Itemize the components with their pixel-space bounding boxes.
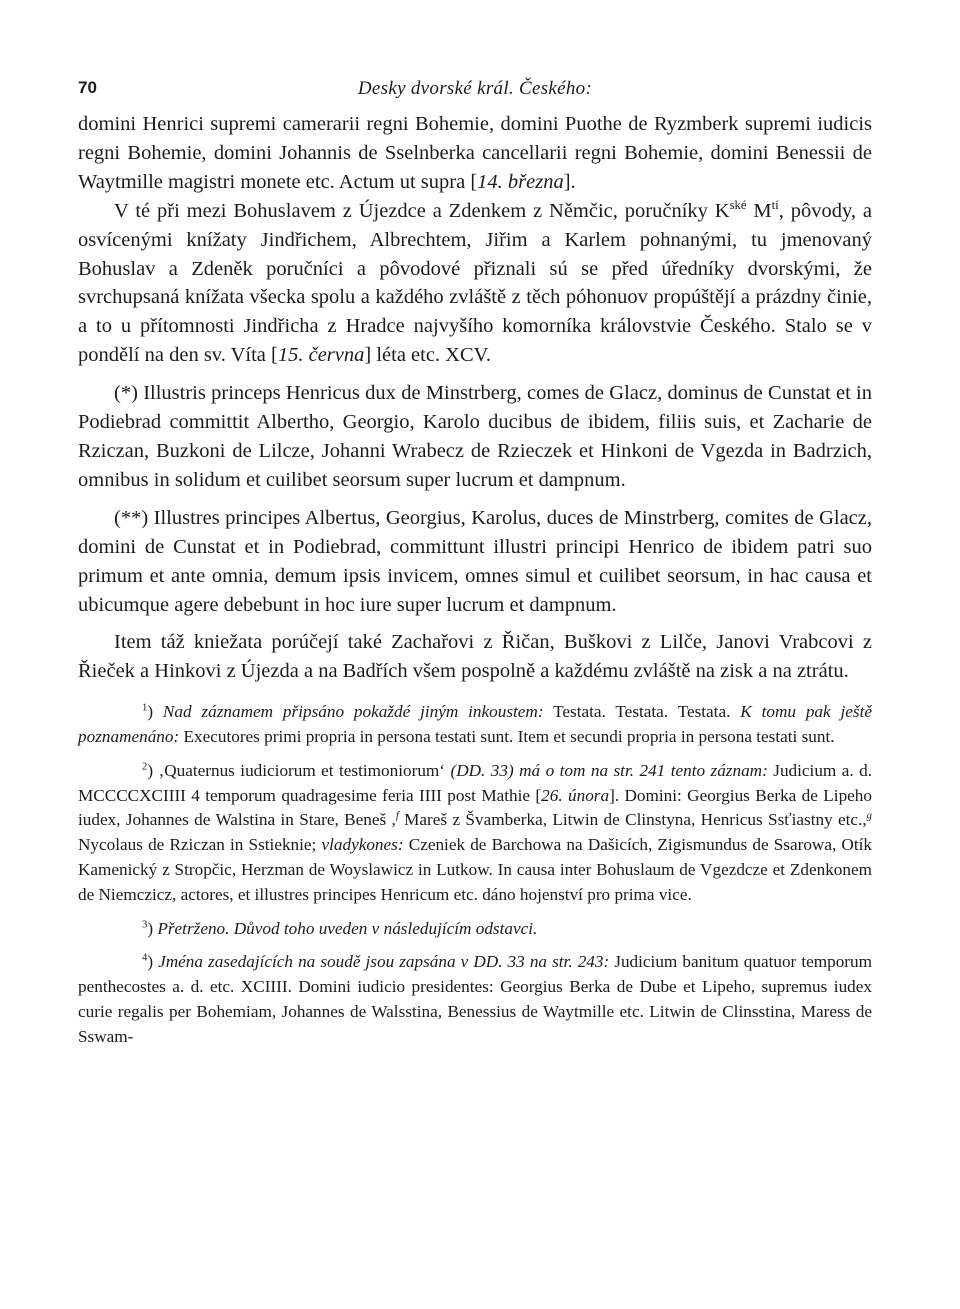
paragraph-3: (*) Illustris princeps Henricus dux de Minstrberg, comes de Glacz, dominus de Cunstat et in Podiebrad committit Albertho, Georgio, Karolo ducibus de ibidem, filiis suis, et Zacharie de Rziczan, Buzkoni de Lilcze, Johanni Wrabecz de Rzieczek et Hinkoni de Vgezda in Badrzich, omnibus in solidum et cuilibet seorsum super lucrum et dampnum. xyxy=(78,382,872,491)
footnote-1-text-1: Testata. Testata. Testata. xyxy=(543,702,741,722)
footnote-2-ref-g: g xyxy=(866,810,872,822)
footnote-2-text-2: Judicium a. d. MCCCCXCIIII 4 temporum quadragesime feria IIII post Mathie [ xyxy=(78,760,872,805)
footnote-2-italic-1: (DD. 33) má o tom na str. 241 tento záznam: xyxy=(450,760,768,780)
page-header xyxy=(78,66,872,110)
footnote-2-text-6: Czeniek de Barchowa na Dašicích, Zigismundus de Ssarowa, Otík Kamenický z Stropčic, Herzman de Woyslawicz in Lutkow. In causa inter Bohuslaum de Vgezdcze et Zdenkonem de Niemczicz, actores, et illustres principes Henricum etc. dáno hojenství pro prima vice. xyxy=(78,835,872,904)
footnote-2-ref-f: f xyxy=(395,810,399,822)
running-title: Desky dvorské král. Českého: xyxy=(357,78,593,99)
footnote-1-number: 1 xyxy=(142,702,148,714)
paragraph-1-text: domini Henrici supremi camerarii regni Bohemie, domini Puothe de Ryzmberk supremi iudicis regni Bohemie, domini Johannis de Sselnberka cancellarii regni Bohemie, domini Benessii de Waytmille magistri monete etc. Actum ut supra [ xyxy=(78,113,872,193)
footnotes xyxy=(78,700,872,1049)
footnote-2-text-1: ‚Quaternus iudiciorum et testimoniorum‘ xyxy=(158,760,451,780)
main-text xyxy=(78,110,872,686)
paragraph-4: (**) Illustres principes Albertus, Georgius, Karolus, duces de Minstrberg, comites de Glacz, domini de Cunstat et in Podiebrad, committunt illustri principi Henrico de ibidem patri suo primum et ante omnia, demum ipsis invicem, omnes simul et cuilibet seorsum, in hac causa et ubicumque agere debebunt in hoc iure super lucrum et dampnum. xyxy=(78,506,872,616)
paragraph-2-text-b: M xyxy=(746,199,772,222)
paragraph-2-close: ] léta etc. XCV. xyxy=(364,344,491,367)
paragraph-2-superscript-a: ské xyxy=(729,197,747,212)
paragraph-1-date: 14. března xyxy=(477,170,564,193)
footnote-3-italic-1: Přetrženo. Důvod toho uveden v následujícím odstavci. xyxy=(157,918,538,938)
footnote-2-italic-2: 26. února xyxy=(541,785,610,805)
footnote-1: $^1$) Nad záznamem připsáno pokaždé jiným inkoustem: Testata. Testata. Testata. K tomu pak ještě poznamenáno: Executores primi propria in persona testati sunt. Item et secundi propria in persona testati sunt. xyxy=(78,702,872,747)
paragraph-1 xyxy=(78,110,872,197)
footnote-3: $^3$) Přetrženo. Důvod toho uveden v následujícím odstavci. xyxy=(142,918,538,938)
paragraph-2 xyxy=(78,197,872,370)
footnote-4-text-1: Judicium banitum quatuor temporum penthecostes a. d. etc. XCIIII. Domini iudicio presidentes: Georgius Berka de Dube et Lipeho, supremus iudex curie regalis per Bohemiam, Johannes de Walsstina, Benessius de Waytmille etc. Litwin de Clinsstina, Maress de Sswam- xyxy=(78,952,872,1046)
footnote-4-number: 4 xyxy=(142,952,148,964)
footnote-4-italic-1: Jména zasedajících na soudě jsou zapsána v DD. 33 na str. 243: xyxy=(158,952,610,972)
paragraph-2-date: 15. června xyxy=(277,344,365,367)
footnote-1-italic-2: K tomu pak ještě poznamenáno: xyxy=(78,702,872,747)
footnote-2-text-3: ]. Domini: Georgius Berka de Lipeho iudex, Johannes de Walstina in Stare, Beneš , xyxy=(78,785,872,830)
paragraph-2-text-a: V té při mezi Bohuslavem z Újezdce a Zdenkem z Němčic, poručníky K xyxy=(114,199,730,222)
paragraph-2-superscript-b: tí xyxy=(771,197,779,212)
footnote-1-italic-1: Nad záznamem připsáno pokaždé jiným inkoustem: xyxy=(162,702,544,722)
footnote-2-text-5: Nycolaus de Rziczan in Sstieknie; xyxy=(78,835,322,855)
footnote-3-number: 3 xyxy=(142,918,148,930)
footnote-2: $^2$) ‚Quaternus iudiciorum et testimoniorum‘ (DD. 33) má o tom na str. 241 tento záznam: Judicium a. d. MCCCCXCIIII 4 temporum quadragesime feria IIII post Mathie [26. února]. Domini: Georgius Berka de Lipeho iudex, Johannes de Walstina in Stare, Beneš ,$^f$ Mareš z Švamberka, Litwin de Clinstyna, Henricus Ssťiastny etc.,$^g$ Nycolaus de Rziczan in Sstieknie; vladykones: Czeniek de Barchowa na Dašicích, Zigismundus de Ssarowa, Otík Kamenický z Stropčic, Herzman de Woyslawicz in Lutkow. In causa inter Bohuslaum de Vgezdcze et Zdenkonem de Niemczicz, actores, et illustres principes Henricum etc. dáno hojenství pro prima vice. xyxy=(78,760,872,904)
footnote-2-italic-3: vladykones: xyxy=(321,835,404,855)
paragraph-5: Item táž kniežata porúčejí také Zachařovi z Řičan, Buškovi z Lilče, Janovi Vrabcovi z Řieček a Hinkovi z Újezda a na Badřích všem pospolně a každému zvláště na zisk a na ztrátu. xyxy=(78,631,872,683)
page-number: 70 xyxy=(78,78,97,97)
document-page xyxy=(78,66,872,1059)
footnote-4: $^4$) Jména zasedajících na soudě jsou zapsána v DD. 33 na str. 243: Judicium banitum quatuor temporum penthecostes a. d. etc. XCIIII. Domini iudicio presidentes: Georgius Berka de Dube et Lipeho, supremus iudex curie regalis per Bohemiam, Johannes de Walsstina, Benessius de Waytmille etc. Litwin de Clinsstina, Maress de Sswam- xyxy=(78,952,872,1046)
paragraph-2-text-c: , pôvody, a osvícenými knížaty Jindřichem, Albrechtem, Jiřim a Karlem pohnanými, tu jmenovaný Bohuslav a Zdeněk poručníci a pôvodové přiznali sú se před úředníky dvorskými, že svrchupsaná knížata všecka spolu a každého zvláště z těch póhonuov propúštějí a prázdny činie, a to u přítomnosti Jindřicha z Hradce najvyšího komorníka královstvie Českého. Stalo se v pondělí na den sv. Víta [ xyxy=(78,199,873,367)
footnote-2-text-4: Mareš z Švamberka, Litwin de Clinstyna, Henricus Ssťiastny etc., xyxy=(398,810,867,830)
footnote-1-text-2: Executores primi propria in persona testati sunt. Item et secundi propria in persona testati sunt. xyxy=(179,727,835,747)
paragraph-1-close: ]. xyxy=(563,170,576,193)
footnote-2-number: 2 xyxy=(142,761,148,773)
